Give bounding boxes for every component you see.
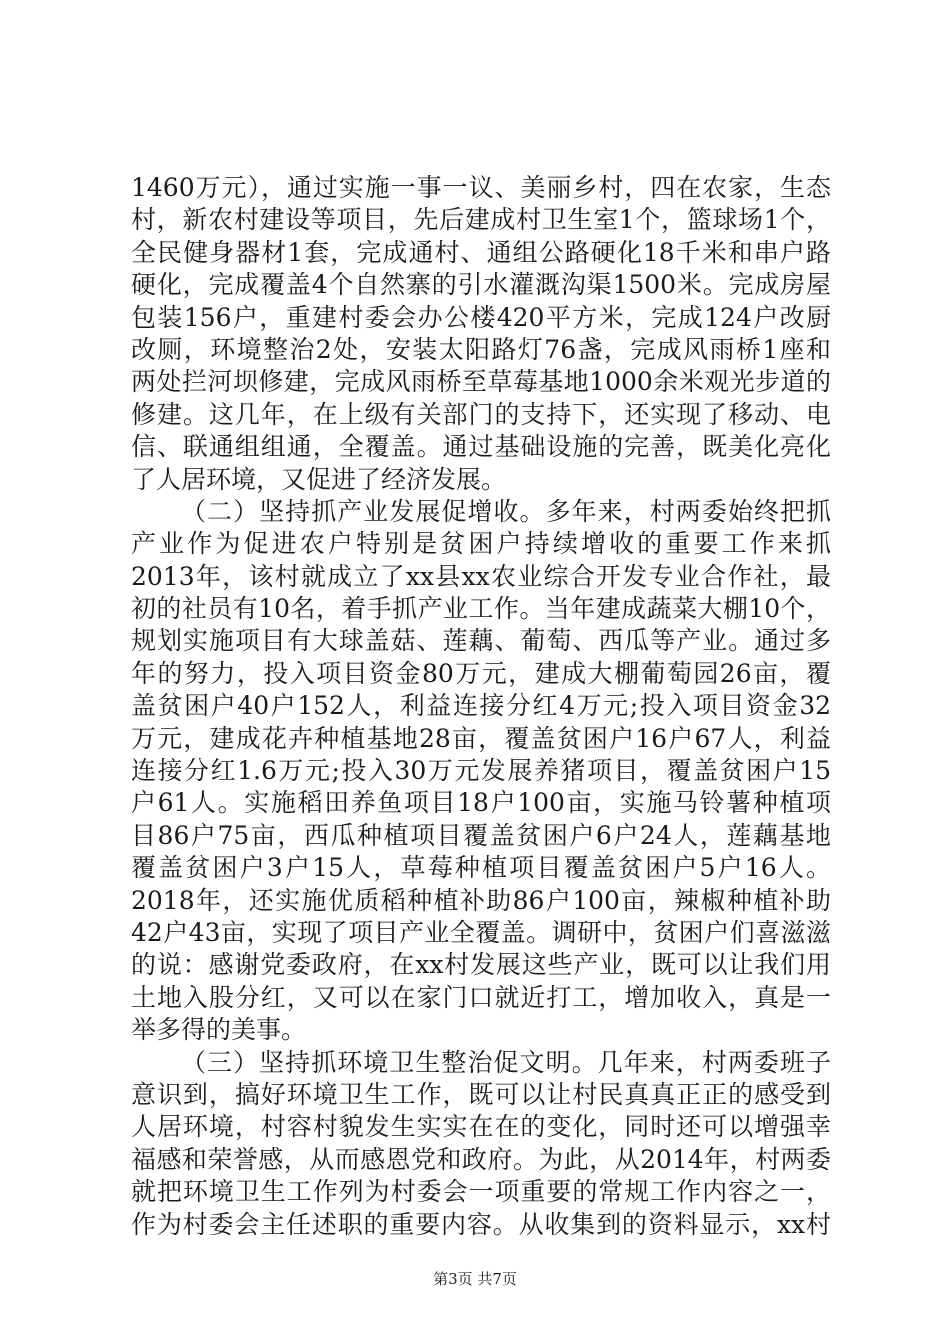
text-line: 硬化，完成覆盖4个自然寨的引水灌溉沟渠1500米。完成房屋 [131, 270, 831, 300]
text-line: 全民健身器材1套，完成通村、通组公路硬化18千米和串户路 [131, 237, 831, 267]
text-line: 改厕，环境整治2处，安装太阳路灯76盏，完成风雨桥1座和 [131, 334, 831, 364]
section-heading-line: （三）坚持抓环境卫生整治促文明。几年来，村两委班子 [181, 1047, 831, 1077]
text-line: 产业作为促进农户特别是贫困户持续增收的重要工作来抓 [131, 529, 831, 559]
text-line: 万元，建成花卉种植基地28亩，覆盖贫困户16户67人，利益 [131, 723, 831, 753]
text-line: 连接分红1.6万元;投入30万元发展养猪项目，覆盖贫困户15 [131, 756, 831, 786]
text-line: 户61人。实施稻田养鱼项目18户100亩，实施马铃薯种植项 [131, 788, 831, 818]
text-line: 举多得的美事。 [131, 1015, 307, 1045]
text-line: 目86户75亩，西瓜种植项目覆盖贫困户6户24人，莲藕基地 [131, 820, 831, 850]
text-line: 就把环境卫生工作列为村委会一项重要的常规工作内容之一， [131, 1177, 831, 1207]
text-line: 2013年，该村就成立了xx县xx农业综合开发专业合作社，最 [131, 561, 831, 591]
text-line: 盖贫困户40户152人，利益连接分红4万元;投入项目资金32 [131, 691, 831, 721]
text-line: 覆盖贫困户3户15人，草莓种植项目覆盖贫困户5户16人。 [131, 853, 831, 883]
text-line: 包装156户，重建村委会办公楼420平方米，完成124户改厨 [131, 302, 831, 332]
text-line: 2018年，还实施优质稻种植补助86户100亩，辣椒种植补助 [131, 885, 831, 915]
text-line: 42户43亩，实现了项目产业全覆盖。调研中，贫困户们喜滋滋 [131, 917, 831, 947]
text-line: 作为村委会主任述职的重要内容。从收集到的资料显示，xx村 [131, 1209, 831, 1239]
body-text [131, 172, 831, 1241]
text-line: 福感和荣誉感，从而感恩党和政府。为此，从2014年，村两委 [131, 1144, 831, 1174]
text-line: 的说：感谢党委政府，在xx村发展这些产业，既可以让我们用 [131, 950, 831, 980]
text-line: 1460万元），通过实施一事一议、美丽乡村，四在农家，生态 [131, 173, 831, 202]
text-line: 信、联通组组通，全覆盖。通过基础设施的完善，既美化亮化 [131, 432, 831, 462]
text-line: 初的社员有10名，着手抓产业工作。当年建成蔬菜大棚10个， [131, 594, 831, 624]
text-line: 规划实施项目有大球盖菇、莲藕、葡萄、西瓜等产业。通过多 [131, 626, 831, 656]
text-line: 村，新农村建设等项目，先后建成村卫生室1个，篮球场1个， [131, 205, 831, 235]
text-line: 年的努力，投入项目资金80万元，建成大棚葡萄园26亩，覆 [131, 658, 831, 688]
text-line: 土地入股分红，又可以在家门口就近打工，增加收入，真是一 [131, 982, 831, 1012]
section-heading-line: （二）坚持抓产业发展促增收。多年来，村两委始终把抓 [181, 496, 831, 526]
text-line: 了人居环境，又促进了经济发展。 [131, 464, 507, 494]
text-line: 修建。这几年，在上级有关部门的支持下，还实现了移动、电 [131, 399, 831, 429]
text-line: 人居环境，村容村貌发生实实在在的变化，同时还可以增强幸 [131, 1112, 831, 1142]
page-number-footer: 第3页 共7页 [433, 1270, 517, 1288]
text-line: 意识到，搞好环境卫生工作，既可以让村民真真正正的感受到 [131, 1079, 831, 1109]
text-line: 两处拦河坝修建，完成风雨桥至草莓基地1000余米观光步道的 [131, 367, 831, 397]
